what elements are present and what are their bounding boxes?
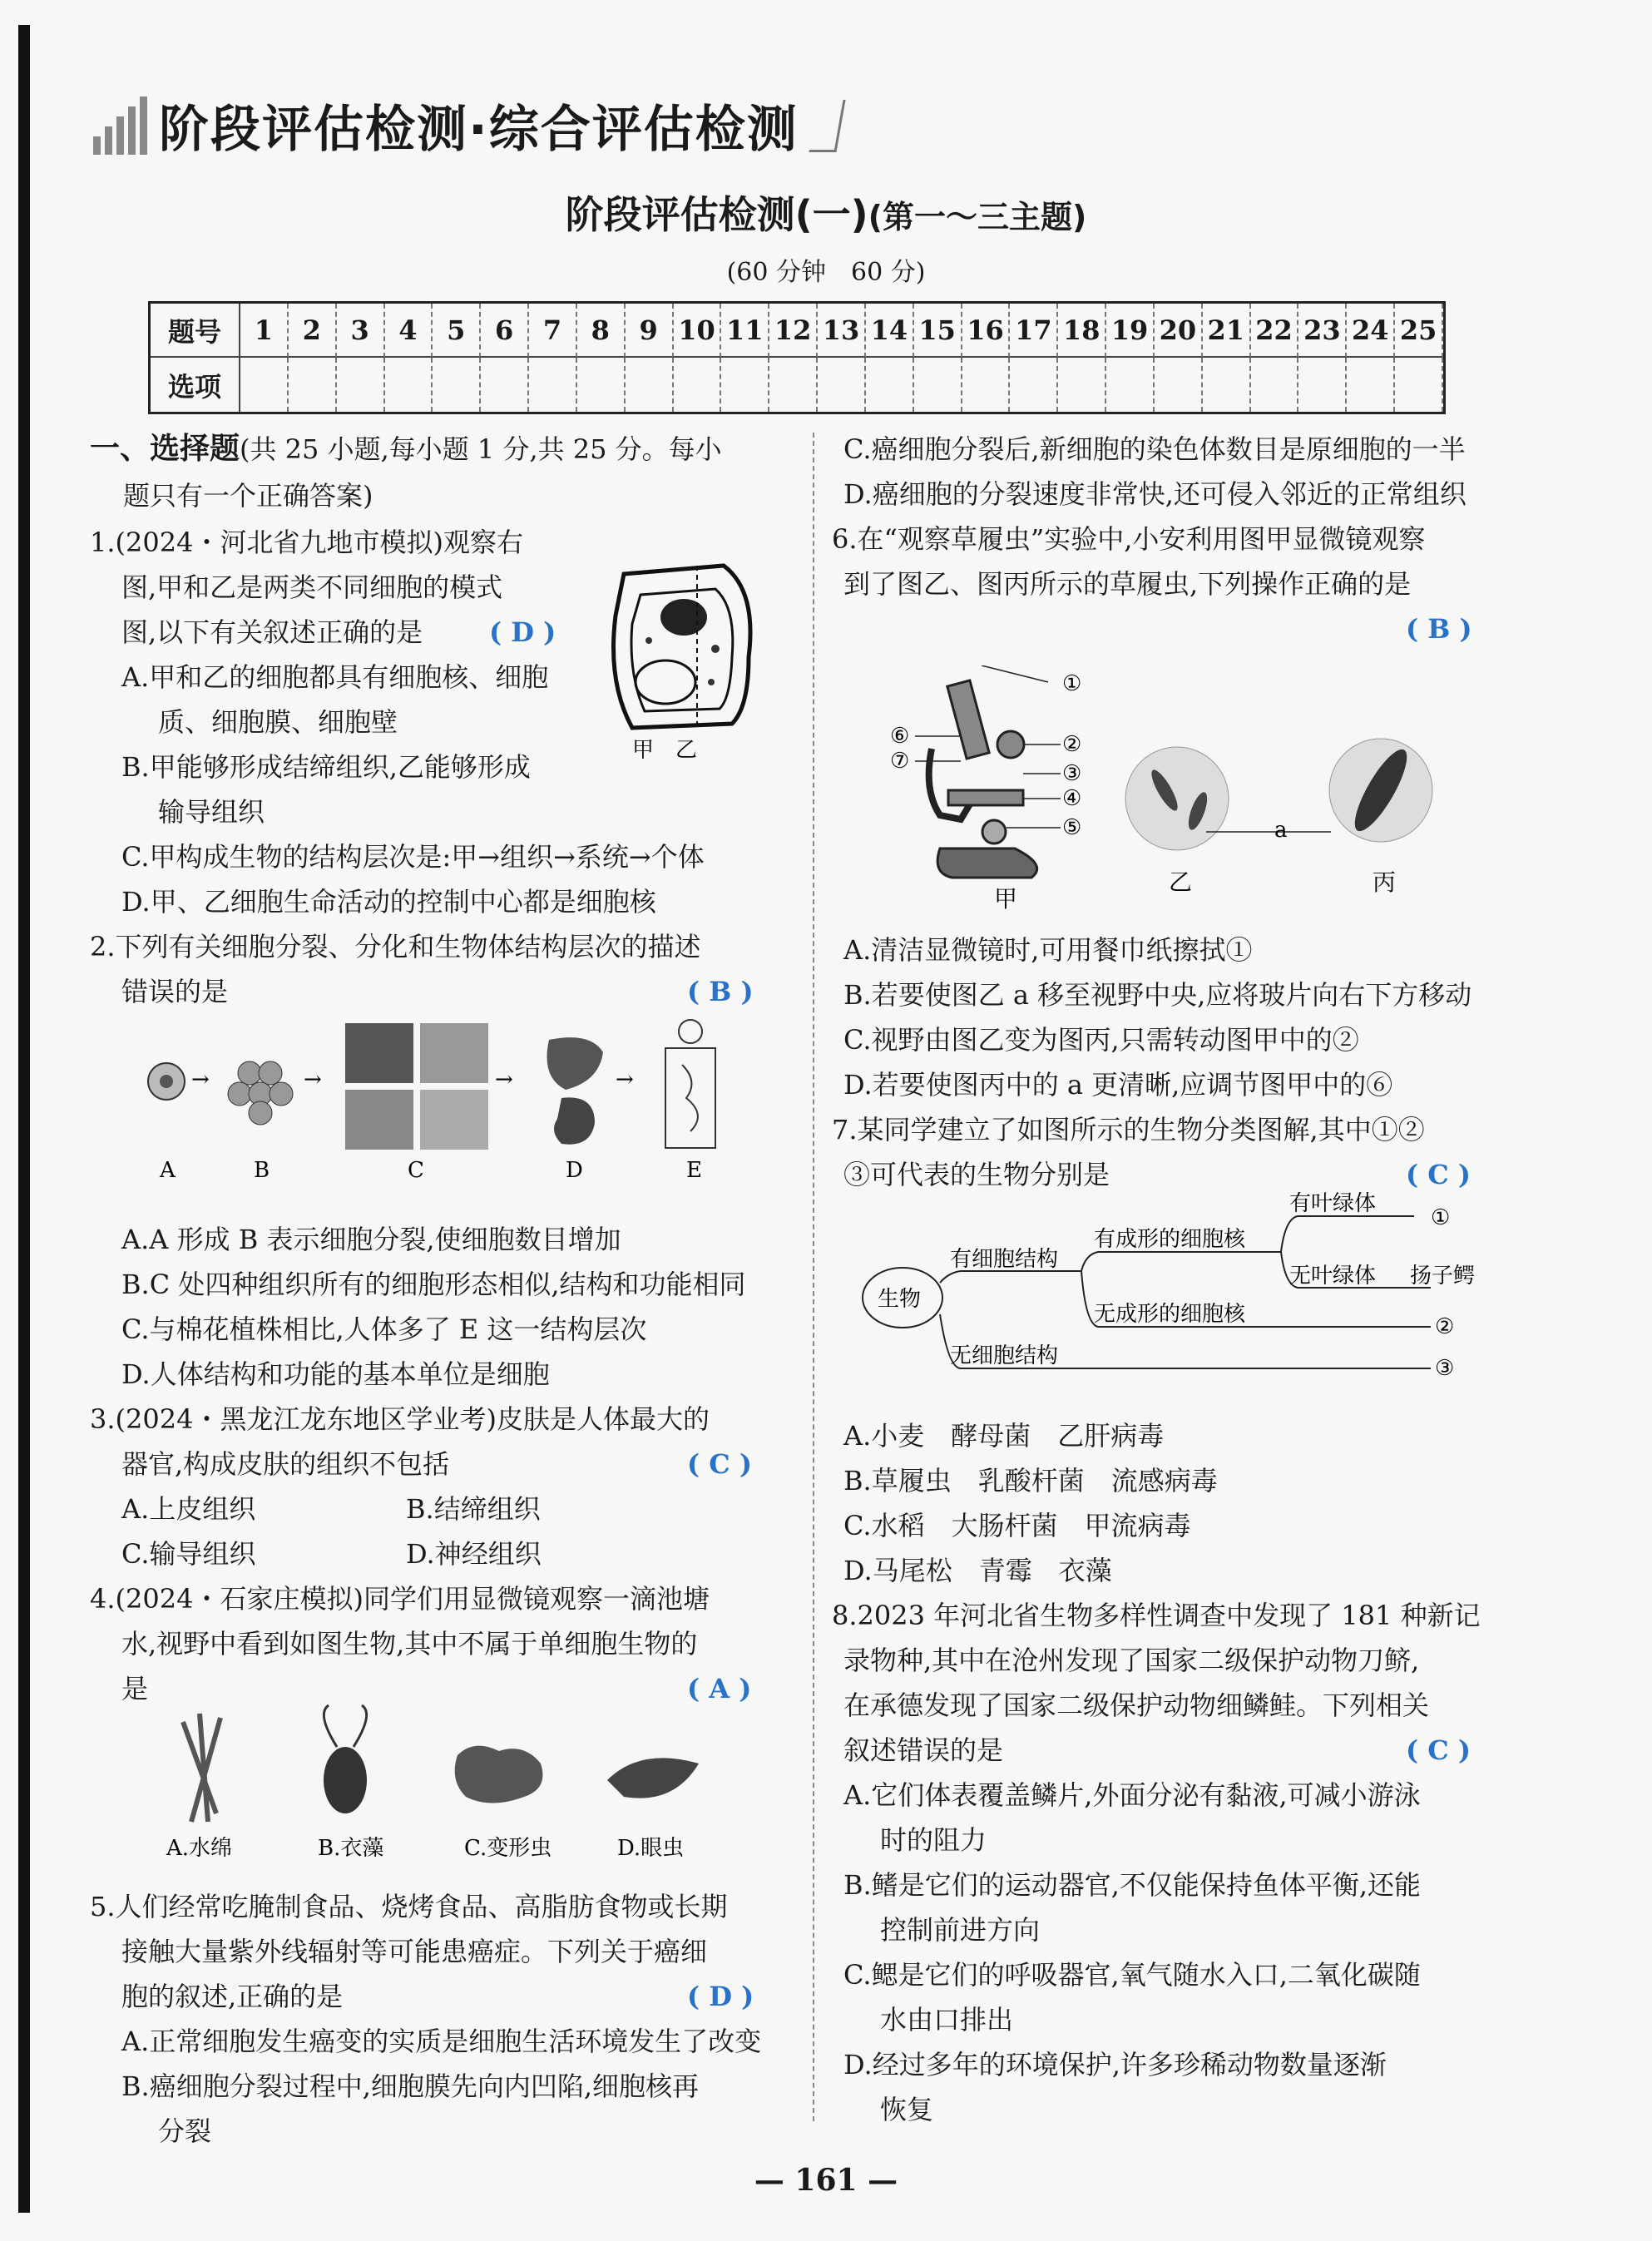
q4-option-b: B.衣藻	[318, 1836, 384, 1861]
q8-option-d: D.经过多年的环境保护,许多珍稀动物数量逐渐	[843, 2049, 1387, 2080]
grid-number-cell: 4	[385, 304, 433, 358]
q3-option-c: C.输导组织	[121, 1538, 256, 1570]
amoeba-image	[455, 1746, 543, 1803]
tree-mark-1: ①	[1431, 1205, 1451, 1230]
q3-stem-2: 器官,构成皮肤的组织不包括	[121, 1448, 450, 1480]
q2-option-b: B.C 处四种组织所有的细胞形态相似,结构和功能相同	[121, 1269, 746, 1300]
q5-option-d: D.癌细胞的分裂速度非常快,还可侵入邻近的正常组织	[843, 478, 1467, 510]
grid-number-cell: 10	[674, 304, 722, 358]
q4-answer: ( A )	[687, 1673, 752, 1704]
grid-number-cell: 9	[626, 304, 674, 358]
grid-number-cell: 24	[1347, 304, 1395, 358]
q6-option-a: A.清洁显微镜时,可用餐巾纸擦拭①	[843, 934, 1253, 966]
plant-cell-wall	[614, 566, 751, 728]
grid-number-cell: 7	[529, 304, 577, 358]
grid-answer-cell	[721, 358, 769, 412]
q1-stem-2: 图,甲和乙是两类不同细胞的模式	[121, 571, 503, 603]
grid-number-cell: 17	[1010, 304, 1058, 358]
q4-option-a: A.水绵	[166, 1836, 233, 1861]
stomach-organ	[554, 1097, 595, 1144]
q4-stem: 4.(2024・石家庄模拟)同学们用显微镜观察一滴池塘	[90, 1583, 710, 1615]
mark-4: ④	[1062, 786, 1082, 811]
time-score: (60 分钟 60 分)	[726, 258, 926, 287]
page-header	[93, 85, 841, 166]
q7-option-c: C.水稻 大肠杆菌 甲流病毒	[843, 1510, 1191, 1541]
q8-option-c: C.鳃是它们的呼吸器官,氧气随水入口,二氧化碳随	[843, 1959, 1421, 1991]
grid-answer-cell	[1106, 358, 1155, 412]
q1-stem: 1.(2024・河北省九地市模拟)观察右	[90, 527, 523, 558]
grid-row-label-number: 题号	[151, 304, 240, 358]
q1-answer: ( D )	[489, 616, 556, 648]
grid-answer-cell	[866, 358, 914, 412]
q8-stem-3: 在承德发现了国家二级保护动物细鳞鲑。下列相关	[843, 1689, 1430, 1721]
q5-stem-2: 接触大量紫外线辐射等可能患癌症。下列关于癌细	[121, 1936, 708, 1967]
q2-stem: 2.下列有关细胞分裂、分化和生物体结构层次的描述	[90, 931, 701, 962]
q2-option-a: A.A 形成 B 表示细胞分裂,使细胞数目增加	[121, 1224, 621, 1255]
q1-option-b-2: 输导组织	[158, 796, 265, 828]
mark-a: a	[1274, 818, 1288, 843]
label-bing: 丙	[1373, 868, 1397, 896]
grid-number-cell: 14	[866, 304, 914, 358]
tissue-images-c	[345, 1023, 488, 1150]
q5-option-b-2: 分裂	[158, 2115, 212, 2147]
q1-option-c: C.甲构成生物的结构层次是:甲→组织→系统→个体	[121, 841, 705, 873]
q3-option-a: A.上皮组织	[121, 1493, 256, 1525]
q1-figure-label: 甲 乙	[632, 738, 698, 763]
node-no-nucleus: 无成形的细胞核	[1094, 1302, 1246, 1327]
mark-6: ⑥	[890, 724, 910, 749]
grid-row-label-option: 选项	[151, 358, 240, 412]
q6-stem-2: 到了图乙、图丙所示的草履虫,下列操作正确的是	[843, 568, 1412, 600]
nucleus	[660, 599, 707, 636]
grid-number-cell: 8	[577, 304, 626, 358]
q3-stem: 3.(2024・黑龙江龙东地区学业考)皮肤是人体最大的	[90, 1403, 710, 1435]
column-divider	[813, 433, 814, 2121]
q1-option-d: D.甲、乙细胞生命活动的控制中心都是细胞核	[121, 886, 656, 918]
grid-number-cell: 20	[1155, 304, 1203, 358]
q4-option-c: C.变形虫	[464, 1836, 552, 1861]
grid-number-cell: 5	[433, 304, 481, 358]
q8-option-c-2: 水由口排出	[880, 2004, 1014, 2036]
grid-answer-cell	[1203, 358, 1251, 412]
grid-number-cell: 15	[914, 304, 962, 358]
svg-text:→: →	[495, 1067, 513, 1092]
node-no-chloroplast: 无叶绿体	[1289, 1264, 1377, 1289]
q8-stem-2: 录物种,其中在沧州发现了国家二级保护动物刀鲚,	[843, 1645, 1420, 1676]
fig-label-a: A	[160, 1158, 176, 1183]
q7-stem: 7.某同学建立了如图所示的生物分类图解,其中①②	[832, 1114, 1425, 1145]
grid-number-cell: 22	[1251, 304, 1299, 358]
grid-answer-cell	[1155, 358, 1203, 412]
grid-answer-cell	[914, 358, 962, 412]
tree-mark-3: ③	[1435, 1356, 1455, 1381]
grid-answer-cell	[1251, 358, 1299, 412]
section-note-2: 题只有一个正确答案)	[123, 480, 373, 512]
fig-label-d: D	[566, 1158, 583, 1183]
q8-option-b: B.鳍是它们的运动器官,不仅能保持鱼体平衡,还能	[843, 1869, 1422, 1901]
q1-option-a-2: 质、细胞膜、细胞壁	[158, 706, 398, 738]
grid-answer-cell	[626, 358, 674, 412]
grid-number-cell: 6	[481, 304, 529, 358]
grid-answer-cell	[769, 358, 818, 412]
grid-answer-cell	[818, 358, 866, 412]
q2-answer: ( B )	[687, 976, 754, 1007]
q7-answer: ( C )	[1406, 1159, 1471, 1190]
label-yi: 乙	[1169, 868, 1193, 896]
grid-answer-cell	[289, 358, 337, 412]
q6-option-d: D.若要使图丙中的 a 更清晰,应调节图甲中的⑥	[843, 1069, 1393, 1101]
q8-option-d-2: 恢复	[880, 2094, 934, 2125]
header-title: 阶段评估检测·综合评估检测	[159, 101, 799, 159]
liver-organ-d	[547, 1037, 604, 1090]
grid-answer-cell	[1298, 358, 1347, 412]
decor-hook	[809, 100, 845, 152]
q2-structure-figure	[141, 1015, 774, 1190]
grid-answer-cell	[529, 358, 577, 412]
q6-option-b: B.若要使图乙 a 移至视野中央,应将玻片向右下方移动	[843, 979, 1472, 1011]
view-yi	[1125, 747, 1229, 850]
q7-classification-tree	[857, 1190, 1497, 1398]
q6-option-c: C.视野由图乙变为图丙,只需转动图甲中的②	[843, 1024, 1359, 1056]
svg-text:→: →	[191, 1067, 210, 1092]
grid-number-cell: 16	[962, 304, 1011, 358]
bar-chart-icon	[93, 96, 147, 155]
mark-2: ②	[1062, 732, 1082, 757]
tree-root: 生物	[878, 1287, 922, 1312]
grid-answer-cell	[1010, 358, 1058, 412]
mark-7: ⑦	[890, 749, 910, 774]
fig-label-e: E	[686, 1158, 702, 1183]
chlamydomonas-image	[324, 1705, 367, 1813]
node-chloroplast: 有叶绿体	[1289, 1191, 1377, 1216]
q5-option-b: B.癌细胞分裂过程中,细胞膜先向内凹陷,细胞核再	[121, 2070, 700, 2102]
node-nucleus: 有成形的细胞核	[1094, 1227, 1246, 1252]
section-note: (共 25 小题,每小题 1 分,共 25 分。每小	[240, 433, 722, 465]
tree-mark-2: ②	[1435, 1314, 1455, 1339]
microscope-image	[929, 680, 1037, 878]
q3-option-b: B.结缔组织	[406, 1493, 541, 1525]
grid-answer-cell	[962, 358, 1011, 412]
grid-answer-cell	[1395, 358, 1443, 412]
grid-answer-cell	[577, 358, 626, 412]
q2-stem-2: 错误的是	[121, 976, 229, 1007]
test-title-range: (第一～三主题)	[868, 199, 1087, 235]
q3-option-d: D.神经组织	[406, 1538, 542, 1570]
mark-1: ①	[1062, 671, 1082, 696]
grid-answer-cell	[337, 358, 385, 412]
q1-option-b: B.甲能够形成结缔组织,乙能够形成	[121, 751, 531, 783]
vacuole	[636, 660, 695, 704]
mark-5: ⑤	[1062, 815, 1082, 840]
human-system-e	[665, 1020, 715, 1148]
q7-stem-2: ③可代表的生物分别是	[843, 1159, 1110, 1190]
label-jia: 甲	[994, 885, 1018, 913]
page-number: — 161 —	[754, 2163, 898, 2198]
q4-stem-3: 是	[121, 1673, 149, 1704]
grid-number-cell: 19	[1106, 304, 1155, 358]
node-alligator: 扬子鳄	[1410, 1264, 1476, 1289]
grid-number-cell: 25	[1395, 304, 1443, 358]
q5-answer: ( D )	[687, 1981, 754, 2012]
q6-microscope-figure	[882, 665, 1464, 915]
q2-option-c: C.与棉花植株相比,人体多了 E 这一结构层次	[121, 1313, 647, 1345]
section-title: 一、选择题	[90, 432, 240, 466]
q5-stem-3: 胞的叙述,正确的是	[121, 1981, 344, 2012]
euglena-image	[607, 1758, 699, 1798]
node-has-cell: 有细胞结构	[950, 1247, 1059, 1272]
q3-answer: ( C )	[687, 1448, 753, 1480]
q4-option-d: D.眼虫	[617, 1836, 685, 1861]
grid-number-cell: 13	[818, 304, 866, 358]
test-title-main: 阶段评估检测(一)	[565, 192, 868, 237]
grid-number-cell: 2	[289, 304, 337, 358]
grid-answer-cell	[433, 358, 481, 412]
q4-organisms-figure	[158, 1697, 757, 1863]
q8-option-a-2: 时的阻力	[880, 1824, 987, 1856]
q7-option-d: D.马尾松 青霉 衣藻	[843, 1555, 1112, 1586]
grid-number-cell: 18	[1058, 304, 1106, 358]
mark-3: ③	[1062, 761, 1082, 786]
cell-group-b	[228, 1061, 293, 1125]
q2-option-d: D.人体结构和功能的基本单位是细胞	[121, 1358, 550, 1390]
q8-stem-4: 叙述错误的是	[843, 1734, 1004, 1766]
q1-stem-3: 图,以下有关叙述正确的是	[121, 616, 423, 648]
q5-option-a: A.正常细胞发生癌变的实质是细胞生活环境发生了改变	[121, 2026, 762, 2057]
grid-number-cell: 11	[721, 304, 769, 358]
fig-label-c: C	[408, 1158, 424, 1183]
grid-number-cell: 23	[1298, 304, 1347, 358]
grid-answer-cell	[385, 358, 433, 412]
grid-answer-cell	[1347, 358, 1395, 412]
q7-option-b: B.草履虫 乳酸杆菌 流感病毒	[843, 1465, 1218, 1496]
grid-number-cell: 3	[337, 304, 385, 358]
q8-option-a: A.它们体表覆盖鳞片,外面分泌有黏液,可减小游泳	[843, 1779, 1421, 1811]
q7-option-a: A.小麦 酵母菌 乙肝病毒	[843, 1420, 1165, 1452]
test-title	[0, 185, 1652, 240]
grid-answer-cell	[674, 358, 722, 412]
svg-text:→: →	[616, 1067, 634, 1092]
grid-number-cell: 12	[769, 304, 818, 358]
q8-stem: 8.2023 年河北省生物多样性调查中发现了 181 种新记	[832, 1600, 1481, 1631]
q4-stem-2: 水,视野中看到如图生物,其中不属于单细胞生物的	[121, 1628, 698, 1660]
q6-stem: 6.在“观察草履虫”实验中,小安利用图甲显微镜观察	[832, 523, 1426, 555]
grid-answer-cell	[240, 358, 289, 412]
q6-answer: ( B )	[1406, 613, 1472, 645]
q1-cell-figure	[599, 557, 765, 765]
svg-text:→: →	[304, 1067, 322, 1092]
q5-stem: 5.人们经常吃腌制食品、烧烤食品、高脂肪食物或长期	[90, 1891, 728, 1922]
answer-grid	[148, 301, 1446, 414]
spirogyra-image	[183, 1714, 220, 1822]
grid-answer-cell	[481, 358, 529, 412]
grid-number-cell: 1	[240, 304, 289, 358]
grid-answer-cell	[1058, 358, 1106, 412]
q5-option-c: C.癌细胞分裂后,新细胞的染色体数目是原细胞的一半	[843, 433, 1466, 465]
fig-label-b: B	[254, 1158, 270, 1183]
binding-edge	[18, 25, 30, 2213]
q1-option-a: A.甲和乙的细胞都具有细胞核、细胞	[121, 661, 549, 693]
grid-number-cell: 21	[1203, 304, 1251, 358]
node-no-cell: 无细胞结构	[950, 1343, 1059, 1368]
q8-option-b-2: 控制前进方向	[880, 1914, 1041, 1946]
q8-answer: ( C )	[1406, 1734, 1471, 1766]
